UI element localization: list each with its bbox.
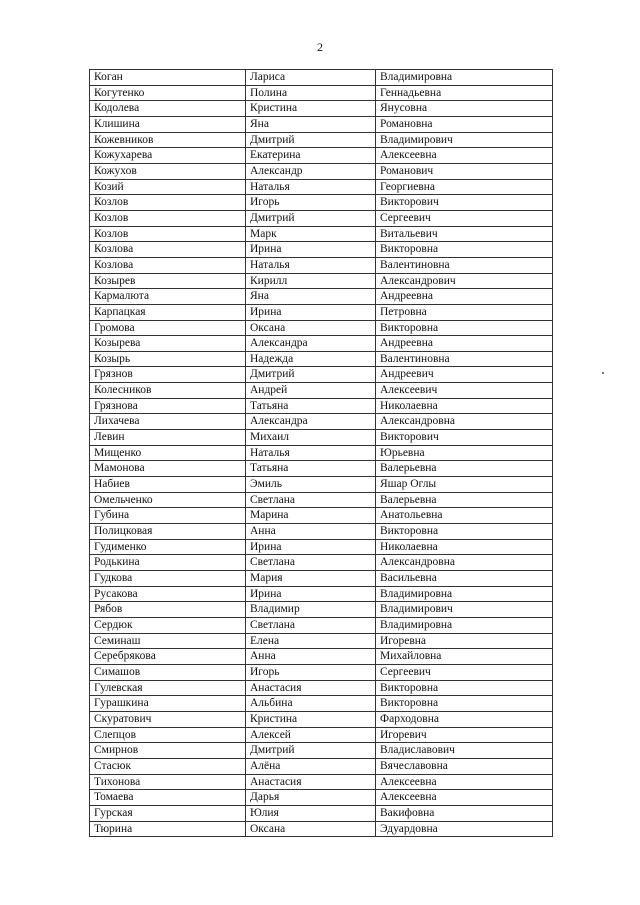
patronymic-cell: Викторович xyxy=(376,195,553,211)
table-row xyxy=(90,226,553,242)
surname-cell: Томаева xyxy=(90,790,246,806)
table-row xyxy=(90,289,553,305)
patronymic-cell: Валерьевна xyxy=(376,461,553,477)
table-row xyxy=(90,821,553,837)
surname-cell: Громова xyxy=(90,320,246,336)
table-row xyxy=(90,711,553,727)
table-row xyxy=(90,805,553,821)
first-name-cell: Ирина xyxy=(246,242,376,258)
first-name-cell: Светлана xyxy=(246,555,376,571)
patronymic-cell: Андреевич xyxy=(376,367,553,383)
patronymic-cell: Андреевна xyxy=(376,336,553,352)
patronymic-cell: Вакифовна xyxy=(376,805,553,821)
first-name-cell: Андрей xyxy=(246,383,376,399)
surname-cell: Тихонова xyxy=(90,774,246,790)
patronymic-cell: Валерьевна xyxy=(376,492,553,508)
table-row xyxy=(90,461,553,477)
first-name-cell: Игорь xyxy=(246,195,376,211)
table-row xyxy=(90,524,553,540)
table-row xyxy=(90,132,553,148)
first-name-cell: Кристина xyxy=(246,711,376,727)
table-row xyxy=(90,398,553,414)
surname-cell: Русакова xyxy=(90,586,246,602)
patronymic-cell: Романович xyxy=(376,163,553,179)
surname-cell: Рябов xyxy=(90,602,246,618)
first-name-cell: Анна xyxy=(246,524,376,540)
patronymic-cell: Романовна xyxy=(376,116,553,132)
patronymic-cell: Фарходовна xyxy=(376,711,553,727)
surname-cell: Серебрякова xyxy=(90,649,246,665)
table-row xyxy=(90,445,553,461)
surname-cell: Гудкова xyxy=(90,571,246,587)
first-name-cell: Эмиль xyxy=(246,477,376,493)
patronymic-cell: Геннадьевна xyxy=(376,85,553,101)
first-name-cell: Полина xyxy=(246,85,376,101)
first-name-cell: Светлана xyxy=(246,492,376,508)
table-row xyxy=(90,617,553,633)
first-name-cell: Елена xyxy=(246,633,376,649)
table-row xyxy=(90,680,553,696)
first-name-cell: Александр xyxy=(246,163,376,179)
table-row xyxy=(90,210,553,226)
table-row xyxy=(90,477,553,493)
patronymic-cell: Игоревич xyxy=(376,727,553,743)
table-row xyxy=(90,85,553,101)
surname-cell: Мамонова xyxy=(90,461,246,477)
patronymic-cell: Владимировна xyxy=(376,70,553,86)
table-row xyxy=(90,586,553,602)
patronymic-cell: Алексеевна xyxy=(376,148,553,164)
first-name-cell: Алексей xyxy=(246,727,376,743)
surname-cell: Омельченко xyxy=(90,492,246,508)
table-row xyxy=(90,257,553,273)
first-name-cell: Дарья xyxy=(246,790,376,806)
table-row xyxy=(90,414,553,430)
patronymic-cell: Янусовна xyxy=(376,101,553,117)
first-name-cell: Екатерина xyxy=(246,148,376,164)
table-row xyxy=(90,492,553,508)
patronymic-cell: Викторович xyxy=(376,430,553,446)
surname-cell: Грязнова xyxy=(90,398,246,414)
patronymic-cell: Александрович xyxy=(376,273,553,289)
patronymic-cell: Викторовна xyxy=(376,696,553,712)
table-row xyxy=(90,571,553,587)
surname-cell: Скуратович xyxy=(90,711,246,727)
first-name-cell: Марк xyxy=(246,226,376,242)
patronymic-cell: Валентиновна xyxy=(376,351,553,367)
table-row xyxy=(90,727,553,743)
first-name-cell: Татьяна xyxy=(246,461,376,477)
table-row xyxy=(90,273,553,289)
table-row xyxy=(90,758,553,774)
surname-cell: Козлова xyxy=(90,242,246,258)
table-row xyxy=(90,242,553,258)
first-name-cell: Ирина xyxy=(246,586,376,602)
first-name-cell: Дмитрий xyxy=(246,743,376,759)
first-name-cell: Игорь xyxy=(246,664,376,680)
surname-cell: Тюрина xyxy=(90,821,246,837)
patronymic-cell: Михайловна xyxy=(376,649,553,665)
patronymic-cell: Владимирович xyxy=(376,132,553,148)
first-name-cell: Кристина xyxy=(246,101,376,117)
surname-cell: Гурашкина xyxy=(90,696,246,712)
first-name-cell: Надежда xyxy=(246,351,376,367)
table-row xyxy=(90,148,553,164)
first-name-cell: Дмитрий xyxy=(246,367,376,383)
surname-cell: Колесников xyxy=(90,383,246,399)
surname-cell: Полицковая xyxy=(90,524,246,540)
first-name-cell: Анастасия xyxy=(246,680,376,696)
table-row xyxy=(90,101,553,117)
table-row xyxy=(90,555,553,571)
surname-cell: Козлов xyxy=(90,210,246,226)
patronymic-cell: Яшар Оглы xyxy=(376,477,553,493)
surname-cell: Стасюк xyxy=(90,758,246,774)
table-row xyxy=(90,163,553,179)
surname-cell: Набиев xyxy=(90,477,246,493)
first-name-cell: Юлия xyxy=(246,805,376,821)
table-row xyxy=(90,179,553,195)
table-row xyxy=(90,430,553,446)
first-name-cell: Ирина xyxy=(246,304,376,320)
table-row xyxy=(90,696,553,712)
patronymic-cell: Викторовна xyxy=(376,680,553,696)
table-row xyxy=(90,367,553,383)
table-row xyxy=(90,649,553,665)
first-name-cell: Светлана xyxy=(246,617,376,633)
surname-cell: Гурская xyxy=(90,805,246,821)
surname-cell: Кодолева xyxy=(90,101,246,117)
patronymic-cell: Петровна xyxy=(376,304,553,320)
table-row xyxy=(90,320,553,336)
table-row xyxy=(90,304,553,320)
table-row xyxy=(90,774,553,790)
surname-cell: Кожухарева xyxy=(90,148,246,164)
first-name-cell: Марина xyxy=(246,508,376,524)
patronymic-cell: Георгиевна xyxy=(376,179,553,195)
surname-cell: Родькина xyxy=(90,555,246,571)
table-row xyxy=(90,664,553,680)
surname-cell: Кожевников xyxy=(90,132,246,148)
first-name-cell: Наталья xyxy=(246,445,376,461)
patronymic-cell: Эдуардовна xyxy=(376,821,553,837)
patronymic-cell: Николаевна xyxy=(376,398,553,414)
patronymic-cell: Андреевна xyxy=(376,289,553,305)
first-name-cell: Алёна xyxy=(246,758,376,774)
surname-cell: Козлов xyxy=(90,226,246,242)
surname-cell: Козлова xyxy=(90,257,246,273)
surname-cell: Когутенко xyxy=(90,85,246,101)
table-row xyxy=(90,351,553,367)
scan-artifact xyxy=(602,372,604,374)
patronymic-cell: Александровна xyxy=(376,414,553,430)
patronymic-cell: Владиславович xyxy=(376,743,553,759)
patronymic-cell: Сергеевич xyxy=(376,210,553,226)
surname-cell: Семинаш xyxy=(90,633,246,649)
surname-cell: Грязнов xyxy=(90,367,246,383)
first-name-cell: Наталья xyxy=(246,179,376,195)
patronymic-cell: Николаевна xyxy=(376,539,553,555)
first-name-cell: Владимир xyxy=(246,602,376,618)
table-row xyxy=(90,539,553,555)
patronymic-cell: Алексеевна xyxy=(376,790,553,806)
surname-cell: Гулевская xyxy=(90,680,246,696)
surname-cell: Кармалюта xyxy=(90,289,246,305)
patronymic-cell: Витальевич xyxy=(376,226,553,242)
surname-cell: Козырева xyxy=(90,336,246,352)
first-name-cell: Кирилл xyxy=(246,273,376,289)
surname-cell: Кожухов xyxy=(90,163,246,179)
patronymic-cell: Владимировна xyxy=(376,617,553,633)
table-row xyxy=(90,336,553,352)
patronymic-cell: Викторовна xyxy=(376,242,553,258)
surname-cell: Карпацкая xyxy=(90,304,246,320)
table-row xyxy=(90,195,553,211)
first-name-cell: Дмитрий xyxy=(246,132,376,148)
surname-cell: Симашов xyxy=(90,664,246,680)
patronymic-cell: Сергеевич xyxy=(376,664,553,680)
surname-cell: Козлов xyxy=(90,195,246,211)
patronymic-cell: Алексеевна xyxy=(376,774,553,790)
first-name-cell: Мария xyxy=(246,571,376,587)
first-name-cell: Оксана xyxy=(246,320,376,336)
patronymic-cell: Владимирович xyxy=(376,602,553,618)
patronymic-cell: Анатольевна xyxy=(376,508,553,524)
first-name-cell: Анна xyxy=(246,649,376,665)
surname-cell: Смирнов xyxy=(90,743,246,759)
first-name-cell: Александра xyxy=(246,336,376,352)
surname-cell: Губина xyxy=(90,508,246,524)
patronymic-cell: Валентиновна xyxy=(376,257,553,273)
surname-cell: Козий xyxy=(90,179,246,195)
first-name-cell: Михаил xyxy=(246,430,376,446)
surname-cell: Клишина xyxy=(90,116,246,132)
patronymic-cell: Игоревна xyxy=(376,633,553,649)
first-name-cell: Альбина xyxy=(246,696,376,712)
patronymic-cell: Алексеевич xyxy=(376,383,553,399)
surname-cell: Мищенко xyxy=(90,445,246,461)
first-name-cell: Дмитрий xyxy=(246,210,376,226)
names-table-body xyxy=(90,70,553,837)
table-row xyxy=(90,743,553,759)
surname-cell: Сердюк xyxy=(90,617,246,633)
table-row xyxy=(90,383,553,399)
patronymic-cell: Владимировна xyxy=(376,586,553,602)
patronymic-cell: Юрьевна xyxy=(376,445,553,461)
table-row xyxy=(90,602,553,618)
patronymic-cell: Александровна xyxy=(376,555,553,571)
table-row xyxy=(90,508,553,524)
surname-cell: Козырь xyxy=(90,351,246,367)
names-table xyxy=(89,69,553,837)
surname-cell: Слепцов xyxy=(90,727,246,743)
first-name-cell: Александра xyxy=(246,414,376,430)
patronymic-cell: Викторовна xyxy=(376,320,553,336)
patronymic-cell: Викторовна xyxy=(376,524,553,540)
surname-cell: Козырев xyxy=(90,273,246,289)
table-row xyxy=(90,633,553,649)
surname-cell: Коган xyxy=(90,70,246,86)
first-name-cell: Анастасия xyxy=(246,774,376,790)
table-row xyxy=(90,790,553,806)
first-name-cell: Наталья xyxy=(246,257,376,273)
surname-cell: Гудименко xyxy=(90,539,246,555)
surname-cell: Лихачева xyxy=(90,414,246,430)
table-row xyxy=(90,116,553,132)
first-name-cell: Ирина xyxy=(246,539,376,555)
patronymic-cell: Вячеславовна xyxy=(376,758,553,774)
patronymic-cell: Васильевна xyxy=(376,571,553,587)
table-row xyxy=(90,70,553,86)
first-name-cell: Оксана xyxy=(246,821,376,837)
surname-cell: Левин xyxy=(90,430,246,446)
first-name-cell: Татьяна xyxy=(246,398,376,414)
page-number: 2 xyxy=(317,40,323,54)
first-name-cell: Яна xyxy=(246,116,376,132)
first-name-cell: Лариса xyxy=(246,70,376,86)
first-name-cell: Яна xyxy=(246,289,376,305)
